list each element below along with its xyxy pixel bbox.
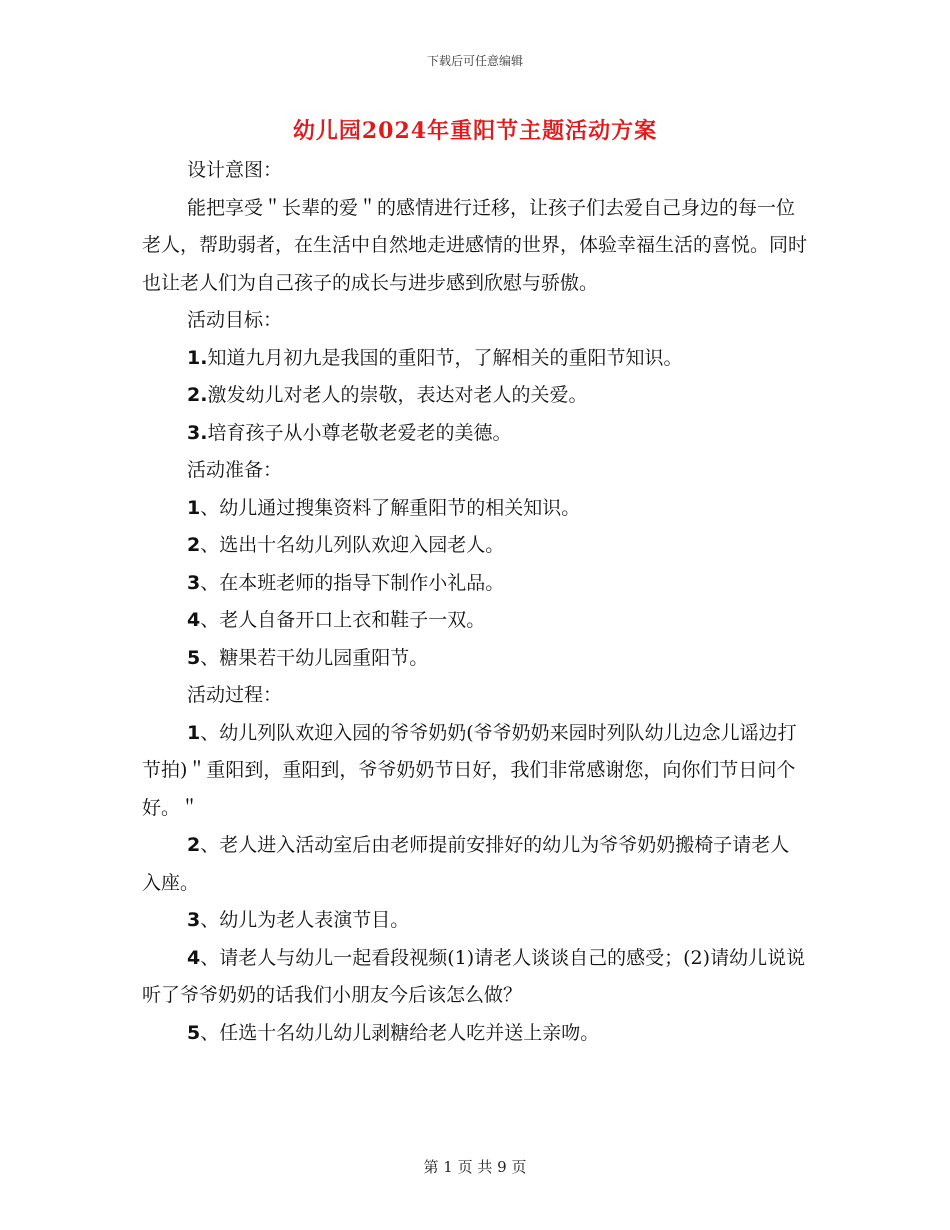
goal-item-number: 2. bbox=[187, 384, 208, 406]
preparation-item-text: 、选出十名幼儿列队欢迎入园老人。 bbox=[200, 534, 505, 556]
section-heading-process: 活动过程： bbox=[187, 684, 283, 706]
document-title: 幼儿园2024年重阳节主题活动方案 bbox=[292, 118, 658, 144]
section-heading-design-intent: 设计意图： bbox=[187, 159, 283, 181]
goal-item-text: 知道九月初九是我国的重阳节，了解相关的重阳节知识。 bbox=[207, 346, 683, 369]
process-item bbox=[142, 827, 808, 902]
process-item-text: 、老人进入活动室后由老师提前安排好的幼儿为爷爷奶奶搬椅子请老人入座。 bbox=[142, 834, 790, 894]
preparation-item bbox=[142, 565, 808, 603]
section-heading-preparation: 活动准备： bbox=[187, 459, 283, 481]
design-intent-paragraph: 能把享受＂长辈的爱＂的感情进行迁移，让孩子们去爱自己身边的每一位老人，帮助弱者，在生活中自然地走进感情的世界，体验幸福生活的喜悦。同时也让老人们为自己孩子的成长与进步感到欣慰与骄傲。 bbox=[142, 196, 808, 294]
process-item-text: 、幼儿为老人表演节目。 bbox=[200, 909, 410, 931]
process-item bbox=[142, 902, 808, 940]
preparation-item-number: 4 bbox=[187, 609, 201, 631]
goal-item-text: 培育孩子从小尊老敬老爱老的美德。 bbox=[207, 421, 512, 444]
goal-item bbox=[142, 415, 808, 453]
preparation-item-text: 、在本班老师的指导下制作小礼品。 bbox=[200, 571, 505, 594]
document-body bbox=[142, 152, 808, 1052]
preparation-item-number: 3 bbox=[187, 571, 201, 594]
preparation-item-number: 5 bbox=[187, 646, 201, 669]
preparation-item bbox=[142, 527, 808, 565]
preparation-item-text: 、糖果若干幼儿园重阳节。 bbox=[200, 646, 429, 669]
process-item bbox=[142, 715, 808, 828]
process-item-text: 、请老人与幼儿一起看段视频(1)请老人谈谈自己的感受；(2)请幼儿说说听了爷爷奶奶的话我们小朋友今后该怎么做？ bbox=[142, 946, 806, 1006]
preparation-item bbox=[142, 490, 808, 528]
process-item-number: 4 bbox=[187, 946, 201, 969]
goal-item-number: 3. bbox=[187, 421, 208, 444]
preparation-item-number: 2 bbox=[187, 534, 201, 556]
goal-item bbox=[142, 377, 808, 415]
preparation-item-text: 、老人自备开口上衣和鞋子一双。 bbox=[200, 609, 486, 631]
header-note: 下载后可任意编辑 bbox=[426, 54, 523, 68]
preparation-item-text: 、幼儿通过搜集资料了解重阳节的相关知识。 bbox=[200, 496, 581, 519]
process-item-number: 3 bbox=[187, 909, 201, 931]
preparation-item bbox=[142, 640, 808, 678]
process-item-text: 、幼儿列队欢迎入园的爷爷奶奶(爷爷奶奶来园时列队幼儿边念儿谣边打节拍)＂重阳到，重阳到，爷爷奶奶节日好，我们非常感谢您，向你们节日问个好。＂ bbox=[142, 721, 797, 819]
goal-item-text: 激发幼儿对老人的崇敬，表达对老人的关爱。 bbox=[207, 384, 588, 406]
goal-item-number: 1. bbox=[187, 346, 208, 369]
preparation-item bbox=[142, 602, 808, 640]
process-item-number: 5 bbox=[187, 1021, 201, 1044]
process-item-text: 、任选十名幼儿幼儿剥糖给老人吃并送上亲吻。 bbox=[200, 1021, 600, 1044]
section-heading-goals: 活动目标： bbox=[187, 309, 283, 331]
process-item bbox=[142, 1015, 808, 1053]
preparation-item-number: 1 bbox=[187, 496, 201, 519]
page-footer: 第 1 页 共 9 页 bbox=[423, 1158, 527, 1176]
goal-item bbox=[142, 340, 808, 378]
process-item bbox=[142, 940, 808, 1015]
process-item-number: 1 bbox=[187, 721, 201, 744]
process-item-number: 2 bbox=[187, 834, 201, 856]
